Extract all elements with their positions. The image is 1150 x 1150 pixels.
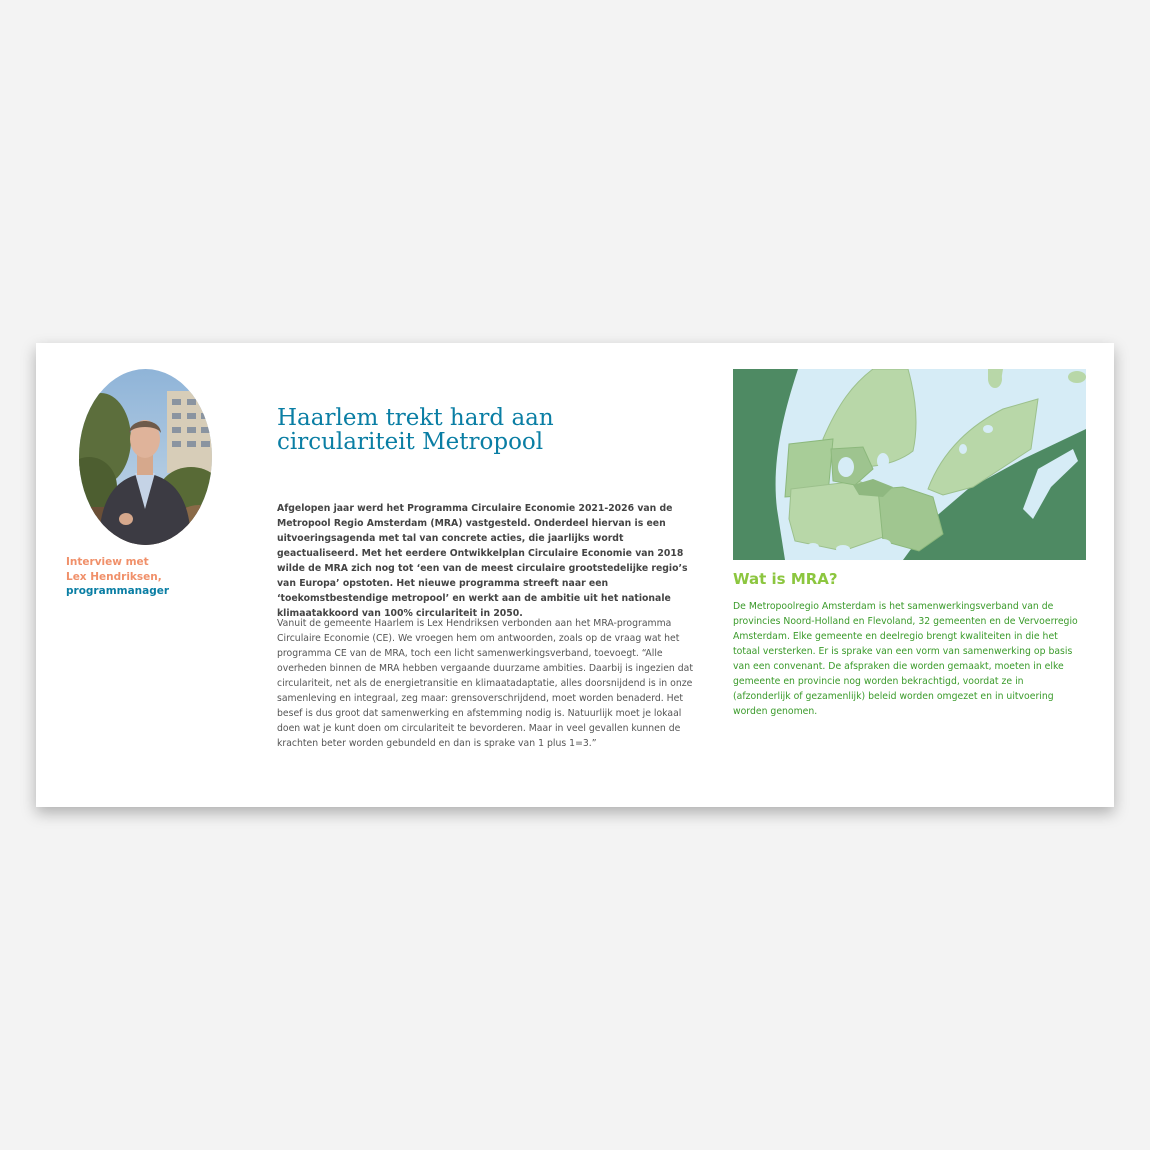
article-spread: [36, 343, 1114, 807]
mra-heading: Wat is MRA?: [733, 570, 838, 588]
mra-region-map: [733, 369, 1086, 560]
article-body: Vanuit de gemeente Haarlem is Lex Hendriksen verbonden aan het MRA-programma Circulaire Economie (CE). We vroegen hem om antwoorden, zoals op de vraag wat het programma CE van de MRA, toch een licht samenwerkingsverband, toevoegt. “Alle overheden binnen de MRA hebben vergaande duurzame ambities. Daarbij is ingezien dat circulariteit, net als de energietransitie en klimaatadaptatie, alles doorsnijdend is in onze samenleving en integraal, zeg maar: grensoverschrijdend, moet worden benaderd. Het besef is dus groot dat samenwerking en afstemming nodig is. Natuurlijk moet je lokaal doen wat je kunt doen om circulariteit te bevorderen. Maar in veel gevallen kunnen de krachten beter worden gebundeld en dan is sprake van 1 plus 1=3.”: [277, 618, 694, 749]
portrait-photo: [79, 369, 212, 545]
interviewee-name: Lex Hendriksen,: [66, 570, 162, 583]
article-intro: Afgelopen jaar werd het Programma Circulaire Economie 2021-2026 van de Metropool Regio Amsterdam (MRA) vastgesteld. Onderdeel hiervan is een uitvoeringsagenda met tal van concrete acties, die jaarlijks wordt geactualiseerd. Met het eerdere Ontwikkelplan Circulaire Economie van 2018 wilde de MRA zich nog tot ‘een van de meest circulaire grootstedelijke regio’s van Europa’ opstoten. Het nieuwe programma streeft naar een ‘toekomstbestendige metropool’ en werkt aan de ambitie uit het nationale klimaatakkoord van 100% circulariteit in 2050.: [277, 503, 688, 619]
interview-caption: [66, 555, 169, 599]
article-title: Haarlem trekt hard aan circulariteit Metropool: [277, 405, 554, 455]
interviewee-role: programmanager: [66, 585, 170, 597]
interview-label: Interview met: [66, 556, 149, 568]
mra-description: De Metropoolregio Amsterdam is het samenwerkingsverband van de provincies Noord-Holland en Flevoland, 32 gemeenten en de Vervoerregio Amsterdam. Elke gemeente en deelregio brengt kwaliteiten in die het totaal versterken. Er is sprake van een vorm van samenwerking op basis van een convenant. De afspraken die worden gemaakt, moeten in elke gemeente en provincie nog worden bekrachtigd, voordat ze in (afzonderlijk of gezamenlijk) beleid worden omgezet en in uitvoering worden genomen.: [733, 601, 1078, 717]
